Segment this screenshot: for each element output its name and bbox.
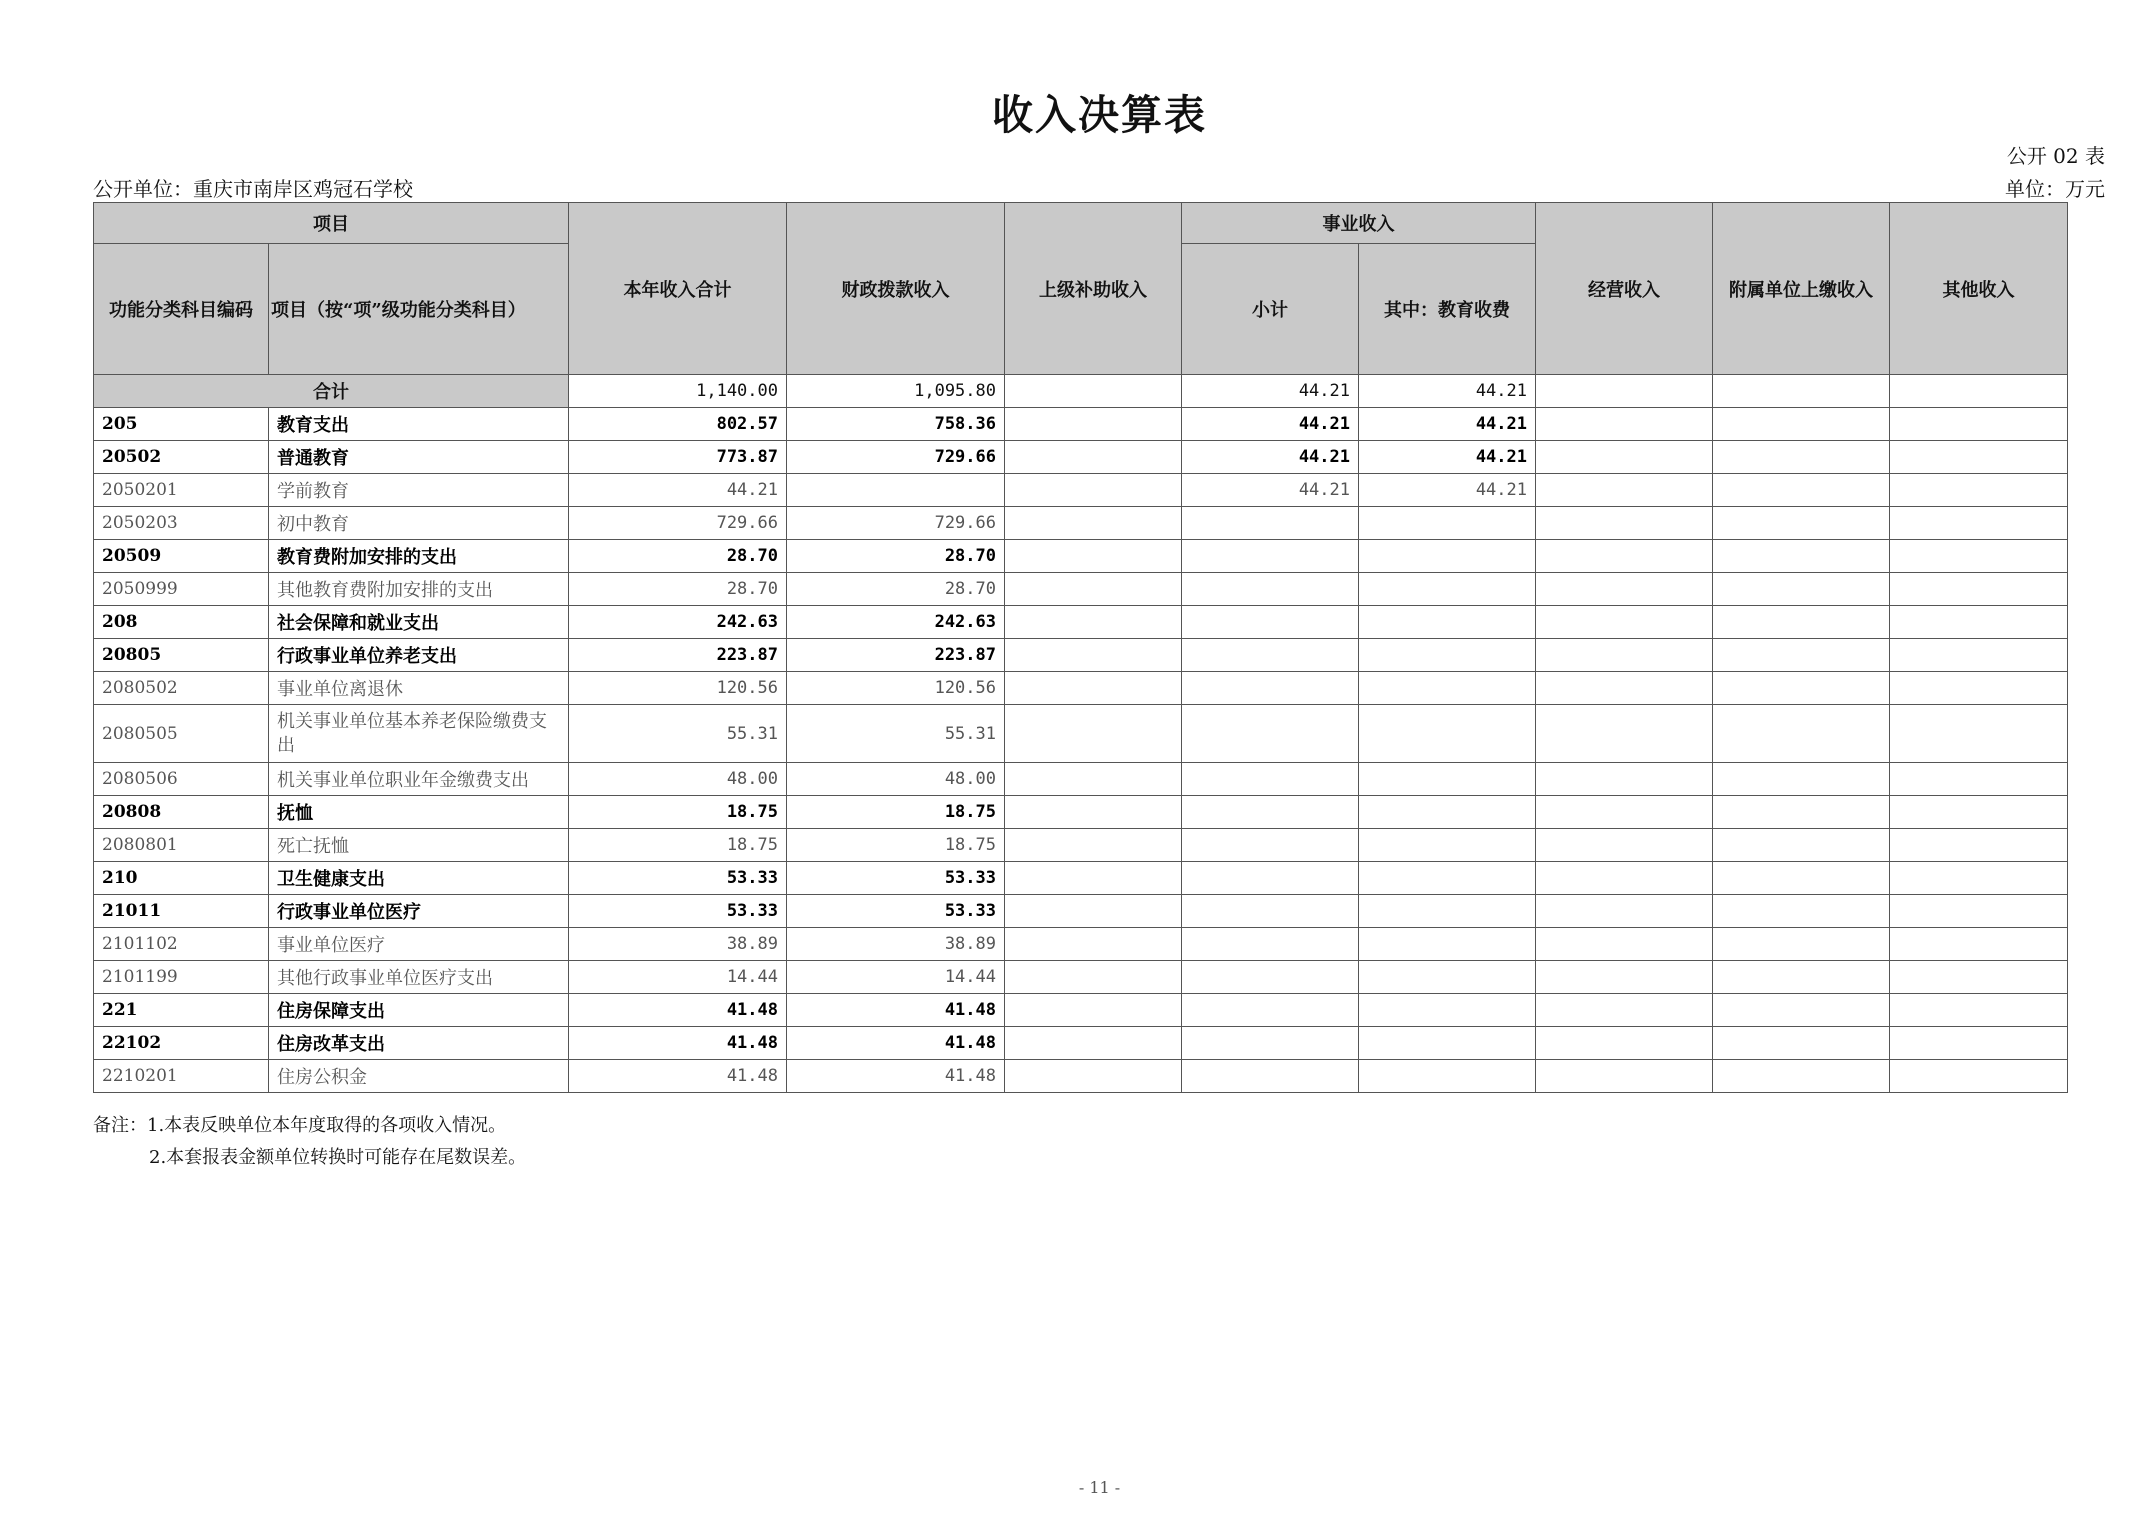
row-affiliated xyxy=(1713,829,1890,862)
row-code: 221 xyxy=(94,994,269,1027)
row-superior xyxy=(1005,994,1182,1027)
row-name: 事业单位离退休 xyxy=(269,672,569,705)
row-name: 教育支出 xyxy=(269,408,569,441)
row-edu-fee xyxy=(1359,862,1536,895)
row-subtotal: 44.21 xyxy=(1182,441,1359,474)
row-total: 55.31 xyxy=(569,705,787,763)
row-other xyxy=(1890,606,2068,639)
row-edu-fee xyxy=(1359,639,1536,672)
header-superior: 上级补助收入 xyxy=(1005,203,1182,375)
table-row xyxy=(94,862,2149,895)
row-edu-fee xyxy=(1359,763,1536,796)
row-operating xyxy=(1536,639,1713,672)
row-other xyxy=(1890,928,2068,961)
row-operating xyxy=(1536,441,1713,474)
row-code: 2050201 xyxy=(94,474,269,507)
row-edu-fee xyxy=(1359,507,1536,540)
row-operating xyxy=(1536,994,1713,1027)
row-operating xyxy=(1536,507,1713,540)
table-row xyxy=(94,1027,2149,1060)
row-total: 48.00 xyxy=(569,763,787,796)
row-fiscal: 28.70 xyxy=(787,540,1005,573)
table-row xyxy=(94,928,2149,961)
total-subtotal: 44.21 xyxy=(1182,375,1359,408)
row-total: 41.48 xyxy=(569,1027,787,1060)
row-other xyxy=(1890,705,2068,763)
row-name: 机关事业单位职业年金缴费支出 xyxy=(269,763,569,796)
row-subtotal xyxy=(1182,829,1359,862)
row-name: 行政事业单位医疗 xyxy=(269,895,569,928)
row-code: 2080506 xyxy=(94,763,269,796)
row-operating xyxy=(1536,928,1713,961)
row-edu-fee xyxy=(1359,928,1536,961)
row-other xyxy=(1890,1027,2068,1060)
row-code: 205 xyxy=(94,408,269,441)
row-total: 44.21 xyxy=(569,474,787,507)
row-fiscal: 53.33 xyxy=(787,862,1005,895)
row-subtotal: 44.21 xyxy=(1182,474,1359,507)
row-superior xyxy=(1005,862,1182,895)
currency-unit: 单位：万元 xyxy=(2005,177,2105,201)
row-operating xyxy=(1536,606,1713,639)
row-operating xyxy=(1536,829,1713,862)
row-affiliated xyxy=(1713,639,1890,672)
row-superior xyxy=(1005,441,1182,474)
row-affiliated xyxy=(1713,796,1890,829)
row-code: 22102 xyxy=(94,1027,269,1060)
row-edu-fee xyxy=(1359,705,1536,763)
row-fiscal: 38.89 xyxy=(787,928,1005,961)
notes xyxy=(93,1110,526,1174)
total-operating xyxy=(1536,375,1713,408)
row-fiscal: 758.36 xyxy=(787,408,1005,441)
row-affiliated xyxy=(1713,1027,1890,1060)
row-other xyxy=(1890,474,2068,507)
row-total: 242.63 xyxy=(569,606,787,639)
row-other xyxy=(1890,540,2068,573)
row-fiscal: 41.48 xyxy=(787,994,1005,1027)
row-edu-fee xyxy=(1359,1060,1536,1093)
row-affiliated xyxy=(1713,763,1890,796)
row-other xyxy=(1890,763,2068,796)
row-subtotal: 44.21 xyxy=(1182,408,1359,441)
row-fiscal: 14.44 xyxy=(787,961,1005,994)
row-subtotal xyxy=(1182,961,1359,994)
row-total: 53.33 xyxy=(569,862,787,895)
total-other xyxy=(1890,375,2068,408)
row-affiliated xyxy=(1713,540,1890,573)
row-code: 20502 xyxy=(94,441,269,474)
row-name: 其他教育费附加安排的支出 xyxy=(269,573,569,606)
total-superior xyxy=(1005,375,1182,408)
row-affiliated xyxy=(1713,408,1890,441)
row-total: 53.33 xyxy=(569,895,787,928)
row-subtotal xyxy=(1182,994,1359,1027)
row-fiscal: 41.48 xyxy=(787,1027,1005,1060)
row-affiliated xyxy=(1713,961,1890,994)
row-superior xyxy=(1005,829,1182,862)
note-1: 备注：1.本表反映单位本年度取得的各项收入情况。 xyxy=(93,1115,507,1136)
table-row xyxy=(94,895,2149,928)
row-superior xyxy=(1005,639,1182,672)
row-name: 住房公积金 xyxy=(269,1060,569,1093)
row-name: 其他行政事业单位医疗支出 xyxy=(269,961,569,994)
row-superior xyxy=(1005,1027,1182,1060)
row-subtotal xyxy=(1182,705,1359,763)
table-row xyxy=(94,961,2149,994)
row-superior xyxy=(1005,540,1182,573)
row-total: 41.48 xyxy=(569,1060,787,1093)
form-number: 公开 02 表 xyxy=(2006,144,2105,168)
row-edu-fee xyxy=(1359,895,1536,928)
row-other xyxy=(1890,895,2068,928)
row-name: 机关事业单位基本养老保险缴费支出 xyxy=(269,705,569,763)
row-edu-fee: 44.21 xyxy=(1359,441,1536,474)
row-superior xyxy=(1005,573,1182,606)
row-operating xyxy=(1536,763,1713,796)
row-edu-fee xyxy=(1359,606,1536,639)
row-edu-fee xyxy=(1359,573,1536,606)
row-subtotal xyxy=(1182,573,1359,606)
row-code: 20808 xyxy=(94,796,269,829)
header-subtotal: 小计 xyxy=(1182,244,1359,375)
row-edu-fee xyxy=(1359,540,1536,573)
row-affiliated xyxy=(1713,573,1890,606)
row-subtotal xyxy=(1182,895,1359,928)
row-subtotal xyxy=(1182,796,1359,829)
row-subtotal xyxy=(1182,507,1359,540)
row-operating xyxy=(1536,1027,1713,1060)
row-affiliated xyxy=(1713,994,1890,1027)
row-subtotal xyxy=(1182,1027,1359,1060)
row-operating xyxy=(1536,796,1713,829)
row-total: 28.70 xyxy=(569,540,787,573)
row-operating xyxy=(1536,961,1713,994)
row-edu-fee xyxy=(1359,796,1536,829)
row-code: 2050203 xyxy=(94,507,269,540)
row-other xyxy=(1890,672,2068,705)
row-operating xyxy=(1536,1060,1713,1093)
row-superior xyxy=(1005,672,1182,705)
table-row xyxy=(94,763,2149,796)
row-superior xyxy=(1005,507,1182,540)
table-row xyxy=(94,705,2149,763)
row-fiscal: 242.63 xyxy=(787,606,1005,639)
row-name: 初中教育 xyxy=(269,507,569,540)
row-code: 210 xyxy=(94,862,269,895)
row-name: 住房改革支出 xyxy=(269,1027,569,1060)
table-row xyxy=(94,994,2149,1027)
row-code: 2080505 xyxy=(94,705,269,763)
total-affiliated xyxy=(1713,375,1890,408)
row-operating xyxy=(1536,705,1713,763)
row-other xyxy=(1890,441,2068,474)
total-edu-fee: 44.21 xyxy=(1359,375,1536,408)
row-superior xyxy=(1005,796,1182,829)
header-total: 本年收入合计 xyxy=(569,203,787,375)
header-fiscal: 财政拨款收入 xyxy=(787,203,1005,375)
header-name: 项目（按“项”级功能分类科目） xyxy=(269,244,569,375)
total-row xyxy=(94,375,2149,408)
total-fiscal: 1,095.80 xyxy=(787,375,1005,408)
row-subtotal xyxy=(1182,763,1359,796)
row-affiliated xyxy=(1713,928,1890,961)
row-total: 773.87 xyxy=(569,441,787,474)
row-total: 28.70 xyxy=(569,573,787,606)
total-label: 合计 xyxy=(94,375,569,408)
row-operating xyxy=(1536,540,1713,573)
row-superior xyxy=(1005,928,1182,961)
row-fiscal: 28.70 xyxy=(787,573,1005,606)
row-fiscal: 223.87 xyxy=(787,639,1005,672)
row-other xyxy=(1890,862,2068,895)
row-operating xyxy=(1536,408,1713,441)
row-fiscal: 729.66 xyxy=(787,441,1005,474)
row-name: 抚恤 xyxy=(269,796,569,829)
row-code: 2210201 xyxy=(94,1060,269,1093)
header-affiliated: 附属单位上缴收入 xyxy=(1713,203,1890,375)
header-other: 其他收入 xyxy=(1890,203,2068,375)
row-edu-fee: 44.21 xyxy=(1359,474,1536,507)
row-other xyxy=(1890,796,2068,829)
row-name: 行政事业单位养老支出 xyxy=(269,639,569,672)
table-row xyxy=(94,796,2149,829)
row-name: 住房保障支出 xyxy=(269,994,569,1027)
row-subtotal xyxy=(1182,928,1359,961)
report-title: 收入决算表 xyxy=(992,91,1207,139)
row-name: 社会保障和就业支出 xyxy=(269,606,569,639)
row-affiliated xyxy=(1713,441,1890,474)
row-fiscal: 55.31 xyxy=(787,705,1005,763)
row-total: 41.48 xyxy=(569,994,787,1027)
row-edu-fee xyxy=(1359,672,1536,705)
row-subtotal xyxy=(1182,606,1359,639)
row-total: 802.57 xyxy=(569,408,787,441)
row-fiscal: 18.75 xyxy=(787,796,1005,829)
row-code: 2080502 xyxy=(94,672,269,705)
row-code: 2080801 xyxy=(94,829,269,862)
header-operating: 经营收入 xyxy=(1536,203,1713,375)
row-total: 729.66 xyxy=(569,507,787,540)
row-total: 18.75 xyxy=(569,796,787,829)
row-total: 14.44 xyxy=(569,961,787,994)
row-superior xyxy=(1005,474,1182,507)
row-fiscal: 48.00 xyxy=(787,763,1005,796)
row-subtotal xyxy=(1182,672,1359,705)
row-name: 学前教育 xyxy=(269,474,569,507)
row-code: 2101199 xyxy=(94,961,269,994)
table-row xyxy=(94,672,2149,705)
row-operating xyxy=(1536,895,1713,928)
table-row xyxy=(94,441,2149,474)
table-row xyxy=(94,507,2149,540)
row-superior xyxy=(1005,705,1182,763)
row-operating xyxy=(1536,672,1713,705)
row-code: 208 xyxy=(94,606,269,639)
row-fiscal: 18.75 xyxy=(787,829,1005,862)
row-superior xyxy=(1005,408,1182,441)
table-row xyxy=(94,606,2149,639)
table-row xyxy=(94,408,2149,441)
row-edu-fee xyxy=(1359,994,1536,1027)
table-row xyxy=(94,1060,2149,1093)
table-row xyxy=(94,474,2149,507)
row-other xyxy=(1890,994,2068,1027)
row-superior xyxy=(1005,895,1182,928)
row-fiscal: 120.56 xyxy=(787,672,1005,705)
row-total: 18.75 xyxy=(569,829,787,862)
row-other xyxy=(1890,1060,2068,1093)
total-amount: 1,140.00 xyxy=(569,375,787,408)
row-fiscal: 53.33 xyxy=(787,895,1005,928)
row-other xyxy=(1890,408,2068,441)
row-total: 120.56 xyxy=(569,672,787,705)
row-name: 普通教育 xyxy=(269,441,569,474)
table-row xyxy=(94,573,2149,606)
reporting-unit: 公开单位：重庆市南岸区鸡冠石学校 xyxy=(93,177,413,201)
row-total: 223.87 xyxy=(569,639,787,672)
row-superior xyxy=(1005,961,1182,994)
row-affiliated xyxy=(1713,895,1890,928)
row-affiliated xyxy=(1713,474,1890,507)
row-edu-fee xyxy=(1359,961,1536,994)
row-code: 20509 xyxy=(94,540,269,573)
row-other xyxy=(1890,639,2068,672)
row-affiliated xyxy=(1713,1060,1890,1093)
header-project: 项目 xyxy=(94,203,569,244)
row-subtotal xyxy=(1182,862,1359,895)
row-code: 2050999 xyxy=(94,573,269,606)
row-name: 教育费附加安排的支出 xyxy=(269,540,569,573)
row-affiliated xyxy=(1713,672,1890,705)
row-operating xyxy=(1536,474,1713,507)
table-row xyxy=(94,639,2149,672)
income-table xyxy=(93,202,2149,1093)
row-edu-fee xyxy=(1359,829,1536,862)
row-other xyxy=(1890,507,2068,540)
note-2: 2.本套报表金额单位转换时可能存在尾数误差。 xyxy=(149,1147,527,1168)
row-fiscal xyxy=(787,474,1005,507)
row-code: 2101102 xyxy=(94,928,269,961)
row-edu-fee: 44.21 xyxy=(1359,408,1536,441)
row-affiliated xyxy=(1713,606,1890,639)
row-subtotal xyxy=(1182,639,1359,672)
header-career: 事业收入 xyxy=(1182,203,1536,244)
row-other xyxy=(1890,961,2068,994)
row-operating xyxy=(1536,573,1713,606)
row-affiliated xyxy=(1713,507,1890,540)
row-affiliated xyxy=(1713,705,1890,763)
table-row xyxy=(94,829,2149,862)
row-fiscal: 729.66 xyxy=(787,507,1005,540)
row-name: 事业单位医疗 xyxy=(269,928,569,961)
row-fiscal: 41.48 xyxy=(787,1060,1005,1093)
row-superior xyxy=(1005,1060,1182,1093)
row-operating xyxy=(1536,862,1713,895)
row-name: 卫生健康支出 xyxy=(269,862,569,895)
header-code: 功能分类科目编码 xyxy=(94,244,269,375)
row-affiliated xyxy=(1713,862,1890,895)
row-subtotal xyxy=(1182,1060,1359,1093)
row-subtotal xyxy=(1182,540,1359,573)
row-edu-fee xyxy=(1359,1027,1536,1060)
row-superior xyxy=(1005,606,1182,639)
table-row xyxy=(94,540,2149,573)
row-code: 20805 xyxy=(94,639,269,672)
row-other xyxy=(1890,829,2068,862)
row-superior xyxy=(1005,763,1182,796)
row-total: 38.89 xyxy=(569,928,787,961)
row-name: 死亡抚恤 xyxy=(269,829,569,862)
row-code: 21011 xyxy=(94,895,269,928)
page-number: - 11 - xyxy=(1078,1478,1121,1497)
row-other xyxy=(1890,573,2068,606)
header-edu-fee: 其中：教育收费 xyxy=(1359,244,1536,375)
